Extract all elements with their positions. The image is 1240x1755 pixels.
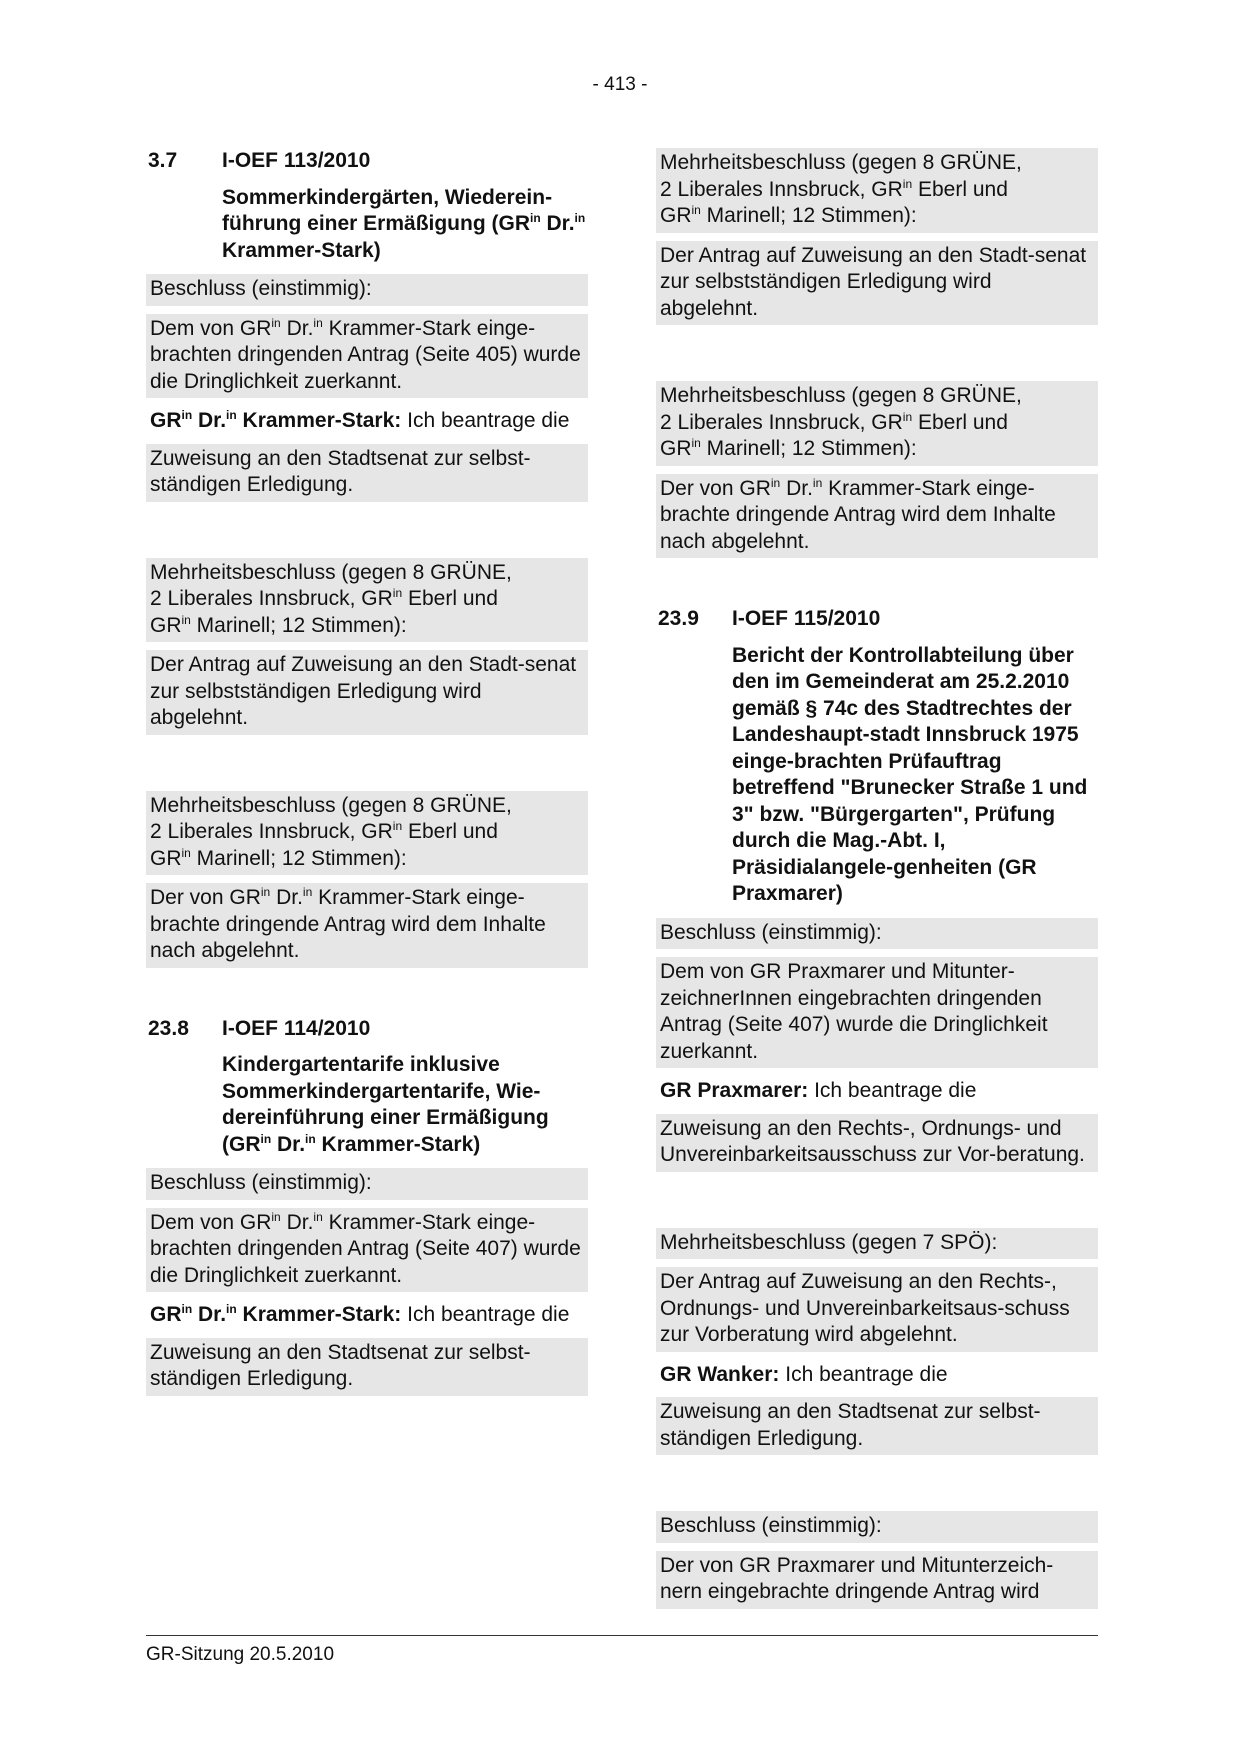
motion-text: Zuweisung an den Stadtsenat zur selbst-ständigen Erledigung.	[656, 1397, 1098, 1455]
majority-resolution: Mehrheitsbeschluss (gegen 7 SPÖ):	[656, 1228, 1098, 1260]
motion-speaker: GR Wanker: Ich beantrage die	[660, 1362, 948, 1386]
resolution-label: Beschluss (einstimmig):	[656, 1511, 1098, 1543]
motion-text: Zuweisung an den Stadtsenat zur selbst-ständigen Erledigung.	[146, 444, 588, 502]
right-column	[656, 148, 1098, 1617]
resolution-label: Beschluss (einstimmig):	[146, 1168, 588, 1200]
section-number: 3.7	[148, 149, 178, 172]
section-title: Sommerkindergärten, Wiederein-führung einer Ermäßigung ($GR^{in}$ Dr.$^{in}$ Krammer-Stark)	[222, 185, 586, 262]
motion-text: Zuweisung an den Stadtsenat zur selbst-ständigen Erledigung.	[146, 1338, 588, 1396]
section-title: Bericht der Kontrollabteilung über den im Gemeinderat am 25.2.2010 gemäß § 74c des Stadtrechtes der Landeshaupt-stadt Innsbruck 1975 einge-brachten Prüfauftrag betreffend "Brunecker Straße 1 und 3" bzw. "Bürgergarten", Prüfung durch die Mag.-Abt. I, Präsidialangele-genheiten (GR Praxmarer)	[732, 643, 1088, 905]
resolution-text: Der Antrag auf Zuweisung an den Stadt-senat zur selbstständigen Erledigung wird abgelehnt.	[146, 650, 588, 735]
page-number: - 413 -	[592, 74, 648, 95]
section-code: I-OEF 113/2010	[222, 149, 371, 172]
resolution-text: Der von $GR^{in}$ Dr.$^{in}$ Krammer-Stark einge-brachte dringende Antrag wird dem Inhalte nach abgelehnt.	[656, 474, 1098, 559]
urgency-text: Dem von $GR^{in}$ Dr.$^{in}$ Krammer-Stark einge-brachten dringenden Antrag (Seite 407) wurde die Dringlichkeit zuerkannt.	[146, 1208, 588, 1293]
section-number: 23.8	[148, 1016, 189, 1040]
section-heading-23-9	[656, 606, 1098, 633]
section-title: Kindergartentarife inklusive Sommerkindergartentarife, Wie-dereinführung einer Ermäßigung ($GR^{in}$ Dr.$^{in}$ Krammer-Stark)	[222, 1053, 549, 1156]
section-heading-3-7	[146, 148, 588, 175]
majority-resolution: Mehrheitsbeschluss (gegen 8 GRÜNE, 2 Liberales Innsbruck, $GR^{in}$ Eberl und $GR^{in}$ Marinell; 12 Stimmen):	[146, 791, 588, 876]
section-number: 23.9	[658, 607, 699, 630]
left-column	[146, 148, 588, 1404]
resolution-text: Der von $GR^{in}$ Dr.$^{in}$ Krammer-Stark einge-brachte dringende Antrag wird dem Inhalte nach abgelehnt.	[146, 883, 588, 968]
page-footer: GR-Sitzung 20.5.2010	[146, 1635, 1098, 1666]
majority-resolution: Mehrheitsbeschluss (gegen 8 GRÜNE, 2 Liberales Innsbruck, $GR^{in}$ Eberl und $GR^{in}$ Marinell; 12 Stimmen):	[146, 558, 588, 643]
resolution-label: Beschluss (einstimmig):	[656, 918, 1098, 950]
section-code: I-OEF 114/2010	[222, 1016, 371, 1040]
majority-resolution: Mehrheitsbeschluss (gegen 8 GRÜNE, 2 Liberales Innsbruck, $GR^{in}$ Eberl und $GR^{in}$ Marinell; 12 Stimmen):	[656, 381, 1098, 466]
resolution-text: Der Antrag auf Zuweisung an den Rechts-, Ordnungs- und Unvereinbarkeitsaus-schuss zur Vorberatung wird abgelehnt.	[656, 1267, 1098, 1352]
resolution-label: Beschluss (einstimmig):	[146, 274, 588, 306]
majority-resolution: Mehrheitsbeschluss (gegen 8 GRÜNE, 2 Liberales Innsbruck, $GR^{in}$ Eberl und $GR^{in}$ Marinell; 12 Stimmen):	[656, 148, 1098, 233]
resolution-text: Der Antrag auf Zuweisung an den Stadt-senat zur selbstständigen Erledigung wird abgelehnt.	[656, 241, 1098, 326]
motion-speaker: GR Praxmarer: Ich beantrage die	[660, 1079, 977, 1102]
motion-speaker: $GR^{in}$ Dr.$^{in}$ Krammer-Stark: Ich beantrage die	[150, 1302, 570, 1326]
section-heading-23-8	[146, 1016, 588, 1043]
resolution-text: Der von GR Praxmarer und Mitunterzeich-nern eingebrachte dringende Antrag wird	[656, 1551, 1098, 1609]
urgency-text: Dem von $GR^{in}$ Dr.$^{in}$ Krammer-Stark einge-brachten dringenden Antrag (Seite 405) wurde die Dringlichkeit zuerkannt.	[146, 314, 588, 399]
motion-speaker: $GR^{in}$ Dr.$^{in}$ Krammer-Stark: Ich beantrage die	[150, 408, 570, 432]
motion-text: Zuweisung an den Rechts-, Ordnungs- und Unvereinbarkeitsausschuss zur Vor-beratung.	[656, 1114, 1098, 1172]
section-code: I-OEF 115/2010	[732, 607, 881, 630]
urgency-text: Dem von GR Praxmarer und Mitunter-zeichnerInnen eingebrachten dringenden Antrag (Seite 407) wurde die Dringlichkeit zuerkannt.	[656, 957, 1098, 1068]
